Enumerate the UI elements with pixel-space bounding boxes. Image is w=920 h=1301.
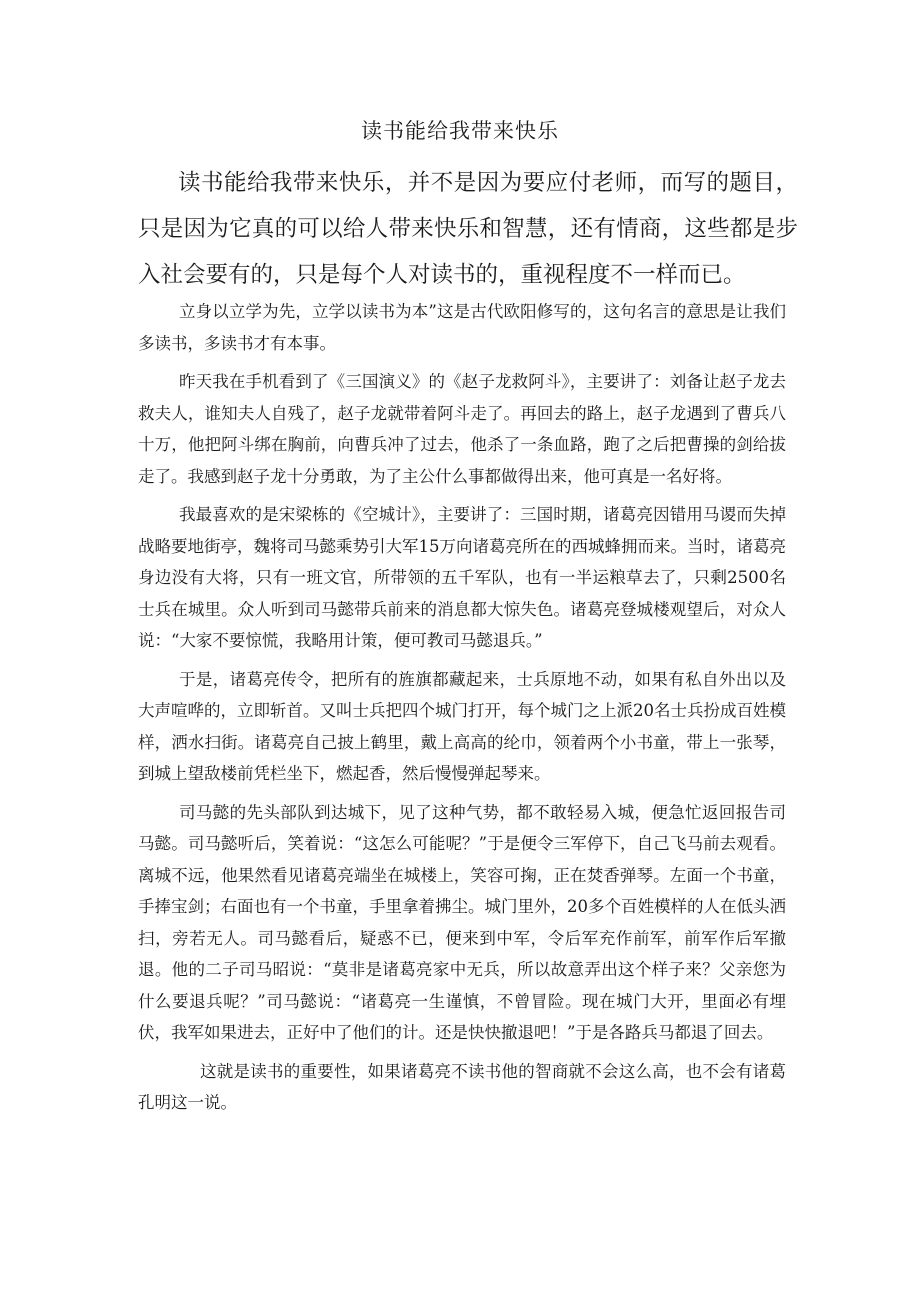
paragraph-conclusion: 这就是读书的重要性，如果诸葛亮不读书他的智商就不会这么高，也不会有诸葛孔明这一说。 [138, 1061, 786, 1112]
paragraph-empty-fort-intro: 我最喜欢的是宋梁栋的《空城计》，主要讲了：三国时期，诸葛亮因错用马谡而失掉战略要地街亭，魏将司马懿乘势引大军15万向诸葛亮所在的西城蜂拥而来。当时，诸葛亮身边没有大将，只有一班文官，所带领的五千军队，也有一半运粮草去了，只剩2500名士兵在城里。众人听到司马懿带兵前来的消息都大惊失色。诸葛亮登城楼观望后，对众人说：“大家不要惊慌，我略用计策，便可教司马懿退兵。” [138, 505, 786, 650]
intro-paragraph: 读书能给我带来快乐，并不是因为要应付老师，而写的题目，只是因为它真的可以给人带来快乐和智慧，还有情商，这些都是步入社会要有的，只是每个人对读书的，重视程度不一样而已。 [138, 170, 798, 288]
paragraph-zhao-zilong: 昨天我在手机看到了《三国演义》的《赵子龙救阿斗》，主要讲了：刘备让赵子龙去救夫人，谁知夫人自残了，赵子龙就带着阿斗走了。再回去的路上，赵子龙遇到了曹兵八十万，他把阿斗绑在胸前，向曹兵冲了过去，他杀了一条血路，跑了之后把曹操的剑给拔走了。我感到赵子龙十分勇敢，为了主公什么事都做得出来，他可真是一名好将。 [138, 372, 786, 486]
paragraph-empty-fort-plan: 于是，诸葛亮传令，把所有的旌旗都藏起来，士兵原地不动，如果有私自外出以及大声喧哗的，立即斩首。又叫士兵把四个城门打开，每个城门之上派20名士兵扮成百姓模样，洒水扫街。诸葛亮自己披上鹤里，戴上高高的纶巾，领着两个小书童，带上一张琴，到城上望敌楼前凭栏坐下，燃起香，然后慢慢弹起琴来。 [138, 669, 786, 783]
body-text [138, 296, 786, 1119]
paragraph-sima-yi-retreat: 司马懿的先头部队到达城下，见了这种气势，都不敢轻易入城，便急忙返回报告司马懿。司马懿听后，笑着说：“这怎么可能呢？”于是便令三军停下，自己飞马前去观看。离城不远，他果然看见诸葛亮端坐在城楼上，笑容可掬，正在焚香弹琴。左面一个书童，手捧宝剑；右面也有一个书童，手里拿着拂尘。城门里外，20多个百姓模样的人在低头洒扫，旁若无人。司马懿看后，疑惑不已，便来到中军，令后军充作前军，前军作后军撤退。他的二子司马昭说：“莫非是诸葛亮家中无兵，所以故意弄出这个样子来？父亲您为什么要退兵呢？”司马懿说：“诸葛亮一生谨慎，不曾冒险。现在城门大开，里面必有埋伏，我军如果进去，正好中了他们的计。还是快快撤退吧！”于是各路兵马都退了回去。 [138, 802, 786, 1042]
paragraph-quote: 立身以立学为先，立学以读书为本”这是古代欧阳修写的，这句名言的意思是让我们多读书，多读书才有本事。 [138, 302, 786, 353]
page-title: 读书能给我带来快乐 [361, 119, 559, 143]
